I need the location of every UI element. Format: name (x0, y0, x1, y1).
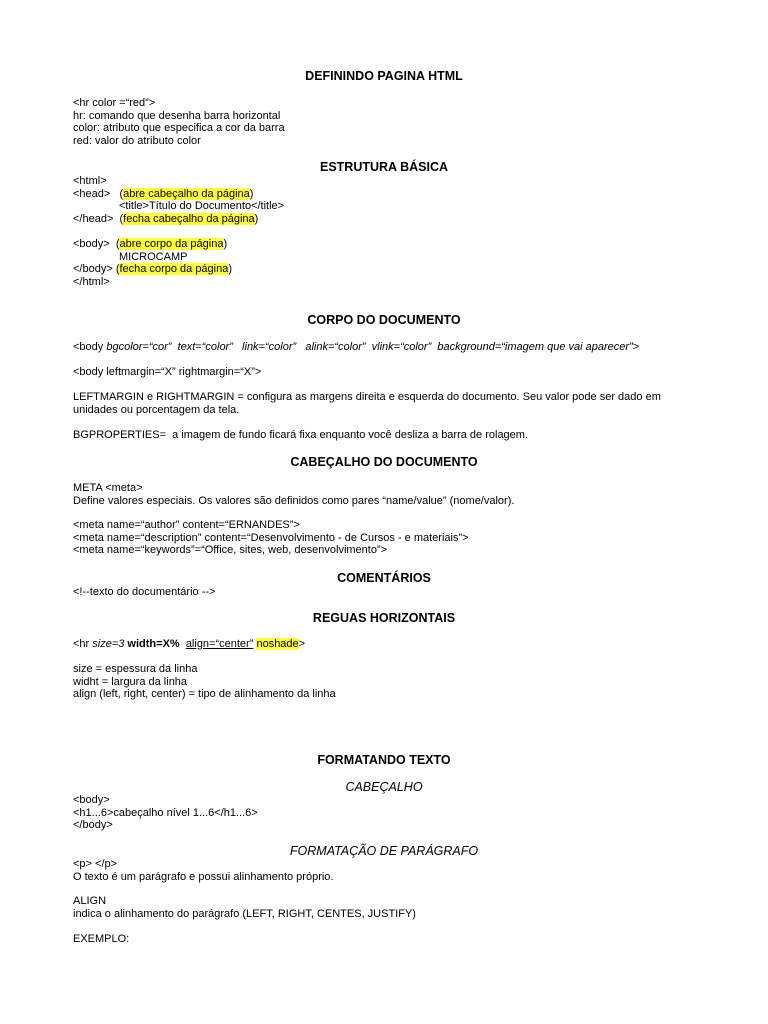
body-attributes-line (73, 341, 713, 354)
text-line: EXEMPLO: (73, 933, 130, 945)
code-line: MICROCAMP (119, 250, 188, 263)
code-line: </body> (73, 819, 113, 832)
example-label (73, 933, 713, 946)
heading-reguas-horizontais: REGUAS HORIZONTAIS (312, 611, 456, 625)
code-text: <body> ( (73, 237, 120, 250)
code-line: <h1...6>cabeçalho nível 1...6</h1...6> (73, 806, 258, 819)
code-text-underline: align=“center” (185, 638, 254, 650)
code-text: <head> ( (73, 187, 124, 200)
text-line: META <meta> (73, 482, 143, 494)
heading-tags-block (73, 794, 713, 832)
code-text: </body> ( (73, 263, 120, 276)
code-line (73, 263, 713, 276)
text-line: hr: comando que desenha barra horizontal (73, 109, 281, 122)
bgproperties-line (73, 429, 713, 442)
code-line: <meta name=“keywords”=“Office, sites, web, desenvolvimento”> (73, 544, 388, 557)
code-line: <title>Título do Documento</title> (119, 200, 285, 213)
text-line: ALIGN (73, 895, 107, 907)
code-line: <!--texto do documentário --> (73, 586, 216, 598)
heading-definindo-pagina-html: DEFININDO PAGINA HTML (305, 69, 463, 83)
code-text: </head> ( (73, 212, 124, 225)
margin-description: LEFTMARGIN e RIGHTMARGIN = configura as margens direita e esquerda do documento. Seu valor pode ser dado em unidades ou porcentagem da tela. (73, 391, 661, 416)
code-text: ) (249, 187, 254, 200)
text-line: color: atributo que especifica a cor da barra (73, 122, 285, 135)
text-line: red: valor do atributo color (73, 134, 201, 147)
code-text-bold: width=X% (124, 638, 180, 650)
code-text-italic: bgcolor=“cor” text=“color” link=“color” alink=“color” vlink=“color” background=“imagem que vai aparecer” (106, 341, 633, 353)
code-line: <body> (73, 794, 110, 806)
code-line: <body leftmargin=“X” rightmargin=“X”> (73, 366, 262, 378)
hr-description-block (73, 663, 713, 701)
subheading-formatacao-de-paragrafo: FORMATAÇÃO DE PARÁGRAFO (289, 844, 479, 858)
code-line: </html> (73, 275, 110, 288)
code-line: <meta name=“author” content=“ERNANDES”> (73, 519, 300, 531)
align-block (73, 895, 713, 920)
hr-attributes-line (73, 638, 713, 651)
text-line: align (left, right, center) = tipo de alinhamento da linha (73, 688, 336, 701)
text-line: BGPROPERTIES= a imagem de fundo ficará fixa enquanto você desliza a barra de rolagem. (73, 429, 529, 441)
code-line: <html> (73, 175, 107, 187)
code-text: ) (228, 263, 233, 276)
heading-comentarios: COMENTÁRIOS (337, 571, 431, 585)
text-line: <hr color =“red”> (73, 97, 156, 109)
code-line: <p> </p> (73, 858, 118, 870)
highlight-note: fecha cabeçalho da página (123, 212, 255, 225)
code-line (73, 238, 713, 251)
code-text: > (298, 638, 306, 650)
blank-line (73, 225, 713, 238)
hr-color-block (73, 97, 713, 147)
heading-formatando-texto: FORMATANDO TEXTO (317, 753, 451, 767)
basic-structure-block (73, 175, 713, 288)
code-text: > (632, 341, 640, 353)
highlight-note: noshade (256, 638, 299, 650)
heading-cabecalho-do-documento: CABEÇALHO DO DOCUMENTO (290, 455, 478, 469)
meta-examples-block (73, 519, 713, 557)
text-line: O texto é um parágrafo e possui alinhamento próprio. (73, 870, 334, 883)
text-line: Define valores especiais. Os valores são definidos como pares “name/value” (nome/valor). (73, 494, 515, 507)
code-line (73, 213, 713, 226)
comment-line (73, 586, 713, 599)
code-text: <body (73, 341, 107, 353)
code-line: <meta name=“description” content=“Desenvolvimento - de Cursos - e materiais”> (73, 531, 469, 544)
text-line: widht = largura da linha (73, 675, 188, 688)
code-line (73, 188, 713, 201)
paragraph-tag-block (73, 858, 713, 883)
margin-line (73, 366, 713, 379)
heading-corpo-do-documento: CORPO DO DOCUMENTO (307, 313, 461, 327)
code-text: <hr (73, 638, 93, 650)
code-line (73, 638, 713, 651)
heading-estrutura-basica: ESTRUTURA BÁSICA (319, 160, 448, 174)
highlight-note: abre cabeçalho da página (123, 187, 250, 200)
text-line: size = espessura da linha (73, 663, 198, 675)
meta-intro-block (73, 482, 713, 507)
text-line: indica o alinhamento do parágrafo (LEFT, RIGHT, CENTES, JUSTIFY) (73, 907, 416, 920)
code-text: ) (223, 237, 228, 250)
code-line (73, 341, 713, 354)
code-text: ) (254, 212, 259, 225)
highlight-note: abre corpo da página (119, 237, 224, 250)
code-text-italic: size=3 (92, 638, 125, 650)
highlight-note: fecha corpo da página (119, 263, 229, 276)
subheading-cabecalho: CABEÇALHO (345, 780, 423, 794)
